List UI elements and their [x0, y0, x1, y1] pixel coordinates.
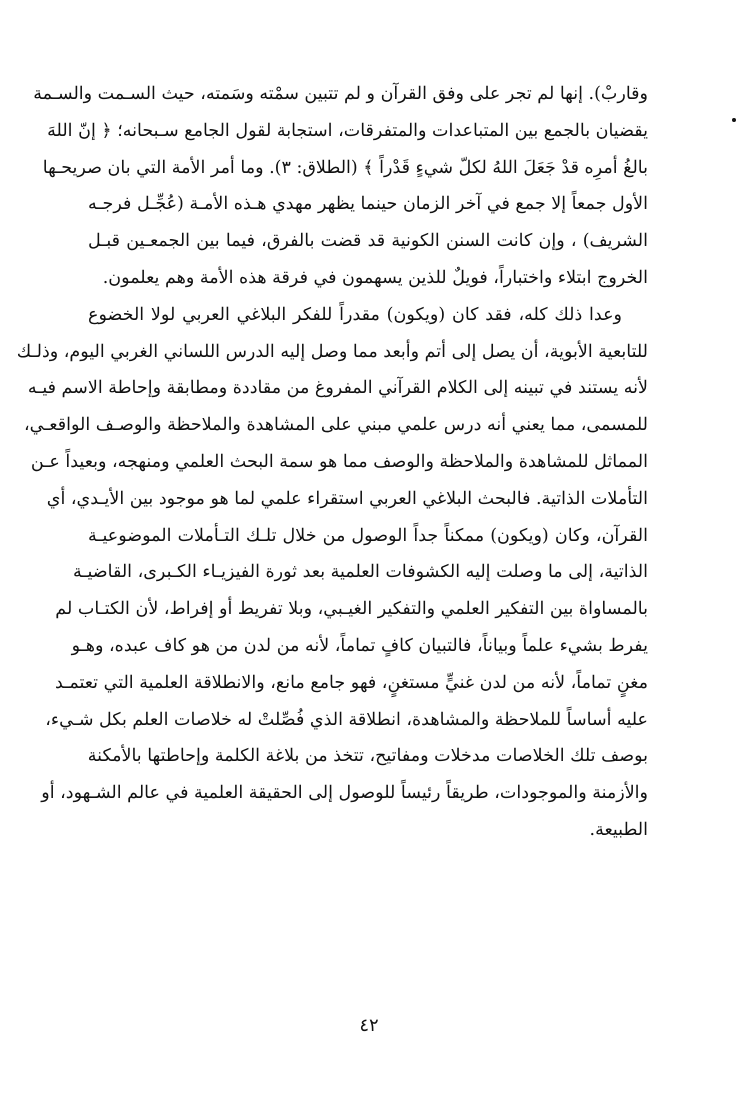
text-line: لأنه يستند في تبينه إلى الكلام القرآني المفروغ من مقاددة ومطابقة وإحاطة الاسم فيـه: [27, 378, 648, 399]
text-line: الخروج ابتلاء واختباراً، فويلٌ للذين يسهمون في فرقة هذه الأمة وهم يعلمون.: [102, 267, 648, 288]
paragraph-2: [16, 297, 648, 849]
body-text: [16, 76, 648, 849]
text-line: الذاتية، إلى ما وصلت إليه الكشوفات العلمية بعد ثورة الفيزيـاء الكـبرى، القاضيـة: [72, 562, 648, 583]
page-number: ٤٢: [359, 1015, 379, 1036]
text-line: عليه أساساً للملاحظة والمشاهدة، انطلاقة الذي فُصِّلتْ له خلاصات العلم بكل شـيء،: [45, 709, 648, 730]
text-line: مغنٍ تماماً، لأنه من لدن غنيٍّ مستغنٍ، فهو جامع مانع، والانطلاقة العلمية التي تعتمـد: [55, 672, 648, 693]
text-line: للتابعية الأبوية، أن يصل إلى أتم وأبعد مما وصل إليه الدرس اللساني الغربي اليوم، وذلـك: [16, 341, 648, 362]
text-line: بوصف تلك الخلاصات مدخلات ومفاتيح، تتخذ من بلاغة الكلمة وإحاطتها بالأمكنة: [87, 746, 648, 767]
paragraph-1: [33, 76, 648, 297]
text-line: الأول جمعاً إلا جمع في آخر الزمان حينما يظهر مهدي هـذه الأمـة (عُجِّـل فرجـه: [88, 194, 648, 215]
text-line: وعدا ذلك كله، فقد كان (ويكون) مقدراً للفكر البلاغي العربي لولا الخضوع: [88, 304, 622, 325]
text-line: بالغُ أمرِه قدْ جَعَلَ اللهُ لكلّ شيءٍ قَدْراً ﴾ (الطلاق: ٣). وما أمر الأمة التي بان صريحـها: [42, 157, 648, 178]
text-line: يفرط بشيء علماً وبياناً، فالتبيان كافٍ تماماً، لأنه من لدن من هو كاف عبده، وهـو: [71, 635, 648, 656]
text-line: التأملات الذاتية. فالبحث البلاغي العربي استقراء علمي لما هو موجود بين الأيـدي، أي: [46, 488, 648, 509]
text-line: الشريف) ، وإن كانت السنن الكونية قد قضت بالفرق، فيما بين الجمعـين قبـل: [88, 231, 648, 252]
text-line: للمسمى، مما يعني أنه درس علمي مبني على المشاهدة والملاحظة والوصـف الواقعـي،: [23, 415, 648, 436]
margin-mark: [732, 118, 736, 122]
text-line: يقضيان بالجمع بين المتباعدات والمتفرقات، استجابة لقول الجامع سـبحانه؛ ﴿ إنّ اللهَ: [47, 120, 648, 141]
text-line: بالمساواة بين التفكير العلمي والتفكير الغيـبي، وبلا تفريط أو إفراط، لأن الكتـاب لم: [55, 599, 648, 620]
text-line: المماثل للمشاهدة والملاحظة والوصف مما هو سمة البحث العلمي ومنهجه، وبعيداً عـن: [30, 451, 648, 472]
text-line: والأزمنة والموجودات، طريقاً رئيساً للوصول إلى الحقيقة العلمية في عالم الشـهود، أو: [41, 783, 648, 804]
text-line: الطبيعة.: [589, 819, 648, 840]
text-line: القرآن، وكان (ويكون) ممكناً جداً الوصول من خلال تلـك التـأملات الموضوعيـة: [88, 525, 648, 546]
text-line: وقاربْ). إنها لم تجر على وفق القرآن و لم تتبين سمْته وسَمته، حيث السـمت والسـمة: [33, 84, 648, 104]
